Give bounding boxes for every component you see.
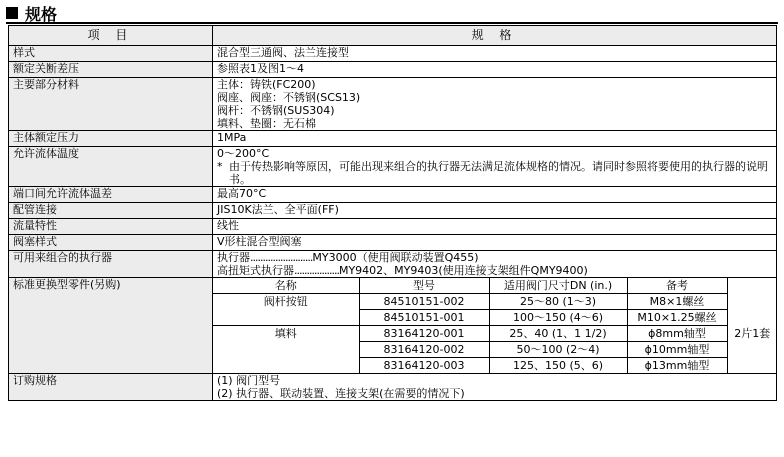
actuator-detail: （使用阀联动装置Q455) xyxy=(356,251,479,264)
part-name: 填料 xyxy=(213,326,359,342)
actuator-name: 执行器 xyxy=(217,251,250,264)
row-label: 订购规格 xyxy=(9,374,213,401)
row-label: 可用来组合的执行器 xyxy=(9,251,213,278)
row-value xyxy=(213,278,777,374)
part-size: 25～80 (1～3) xyxy=(489,294,627,310)
header-spec: 规 格 xyxy=(213,26,777,46)
row-value xyxy=(213,78,777,131)
order-line: (1) 阀门型号 xyxy=(217,374,281,387)
row-flow xyxy=(9,219,777,235)
row-label: 标准更换型零件(另购) xyxy=(9,278,213,374)
part-extra xyxy=(727,358,777,374)
actuator-name: 高扭矩式执行器 xyxy=(217,264,294,277)
row-value xyxy=(213,147,777,187)
row-label: 配管连接 xyxy=(9,203,213,219)
actuator-model: MY9402、MY9403 xyxy=(338,264,439,277)
order-line: (2) 执行器、联动装置、连接支架(在需要的情况下) xyxy=(217,387,465,400)
parts-header-size: 适用阀门尺寸DN (in.) xyxy=(489,278,627,294)
part-model: 84510151-001 xyxy=(359,310,489,326)
temp-note xyxy=(217,160,772,186)
actuator-line xyxy=(217,264,772,277)
part-size: 50～100 (2～4) xyxy=(489,342,627,358)
parts-row xyxy=(213,358,777,374)
row-value xyxy=(213,374,777,401)
parts-table xyxy=(213,278,777,373)
parts-row xyxy=(213,294,777,310)
row-label: 主要部分材料 xyxy=(9,78,213,131)
part-name xyxy=(213,358,359,374)
part-name: 阀杆按钮 xyxy=(213,294,359,310)
part-remark: ϕ10mm轴型 xyxy=(627,342,727,358)
section-title: 规格 xyxy=(25,4,58,24)
row-label: 流量特性 xyxy=(9,219,213,235)
parts-header-remark: 备考 xyxy=(627,278,727,294)
row-materials xyxy=(9,78,777,131)
temp-range: 0～200°C xyxy=(217,147,270,160)
part-name xyxy=(213,342,359,358)
row-label: 阀塞样式 xyxy=(9,235,213,251)
heading-rule xyxy=(6,22,778,24)
parts-header-model: 型号 xyxy=(359,278,489,294)
actuator-line xyxy=(217,251,772,264)
material-line: 阀杆：不锈钢(SUS304) xyxy=(217,104,335,117)
material-line: 填料、垫圈：无石棉 xyxy=(217,117,316,130)
row-parts xyxy=(9,278,777,374)
row-piping xyxy=(9,203,777,219)
row-style xyxy=(9,46,777,62)
part-remark: ϕ8mm轴型 xyxy=(627,326,727,342)
part-extra: 2片1套 xyxy=(734,327,771,340)
parts-header-spacer xyxy=(727,278,777,294)
row-value: JIS10K法兰、全平面(FF) xyxy=(213,203,777,219)
row-value: 参照表1及图1～4 xyxy=(213,62,777,78)
actuator-model: MY3000 xyxy=(312,251,357,264)
row-label: 允许流体温度 xyxy=(9,147,213,187)
leader-dots: .................. xyxy=(294,264,339,277)
row-value: 线性 xyxy=(213,219,777,235)
part-extra xyxy=(727,294,777,310)
part-remark: M8×1螺丝 xyxy=(627,294,727,310)
row-valve-style xyxy=(9,235,777,251)
part-model: 83164120-002 xyxy=(359,342,489,358)
part-name xyxy=(213,310,359,326)
row-value xyxy=(213,251,777,278)
note-mark: * xyxy=(217,160,223,173)
leader-dots: ......................... xyxy=(250,251,313,264)
row-pressure xyxy=(9,131,777,147)
row-fluid-temp xyxy=(9,147,777,187)
material-line: 主体：铸铁(FC200) xyxy=(217,78,316,91)
row-label: 主体额定压力 xyxy=(9,131,213,147)
parts-row xyxy=(213,310,777,326)
row-order xyxy=(9,374,777,401)
part-size: 125、150 (5、6) xyxy=(489,358,627,374)
row-actuators xyxy=(9,251,777,278)
row-label: 样式 xyxy=(9,46,213,62)
header-item: 项 目 xyxy=(9,26,213,46)
square-bullet-icon xyxy=(6,7,18,19)
part-size: 25、40 (1、1 1/2) xyxy=(489,326,627,342)
parts-header-row xyxy=(213,278,777,294)
header-row xyxy=(9,26,777,46)
row-diff-pressure xyxy=(9,62,777,78)
spec-table xyxy=(8,25,777,401)
row-value: 1MPa xyxy=(213,131,777,147)
material-line: 阀座、阀座：不锈钢(SCS13) xyxy=(217,91,361,104)
row-value: V形柱混合型阀塞 xyxy=(213,235,777,251)
row-port-temp xyxy=(9,187,777,203)
part-extra xyxy=(727,342,777,358)
part-model: 83164120-001 xyxy=(359,326,489,342)
parts-row xyxy=(213,342,777,358)
part-extra xyxy=(727,310,777,326)
row-label: 额定关断差压 xyxy=(9,62,213,78)
row-label: 端口间允许流体温差 xyxy=(9,187,213,203)
note-text: 由于传热影响等原因，可能出现来组合的执行器无法满足流体规格的情况。请同时参照将要使用的执行器的说明书。 xyxy=(229,160,768,186)
actuator-detail: (使用连接支架组件QMY9400) xyxy=(438,264,588,277)
part-remark: M10×1.25螺丝 xyxy=(627,310,727,326)
parts-header-name: 名称 xyxy=(213,278,359,294)
parts-row xyxy=(213,326,777,342)
section-heading xyxy=(6,3,57,23)
row-value: 最高70°C xyxy=(213,187,777,203)
part-remark: ϕ13mm轴型 xyxy=(627,358,727,374)
part-size: 100～150 (4～6) xyxy=(489,310,627,326)
row-value: 混合型三通阀、法兰连接型 xyxy=(213,46,777,62)
part-model: 84510151-002 xyxy=(359,294,489,310)
part-model: 83164120-003 xyxy=(359,358,489,374)
